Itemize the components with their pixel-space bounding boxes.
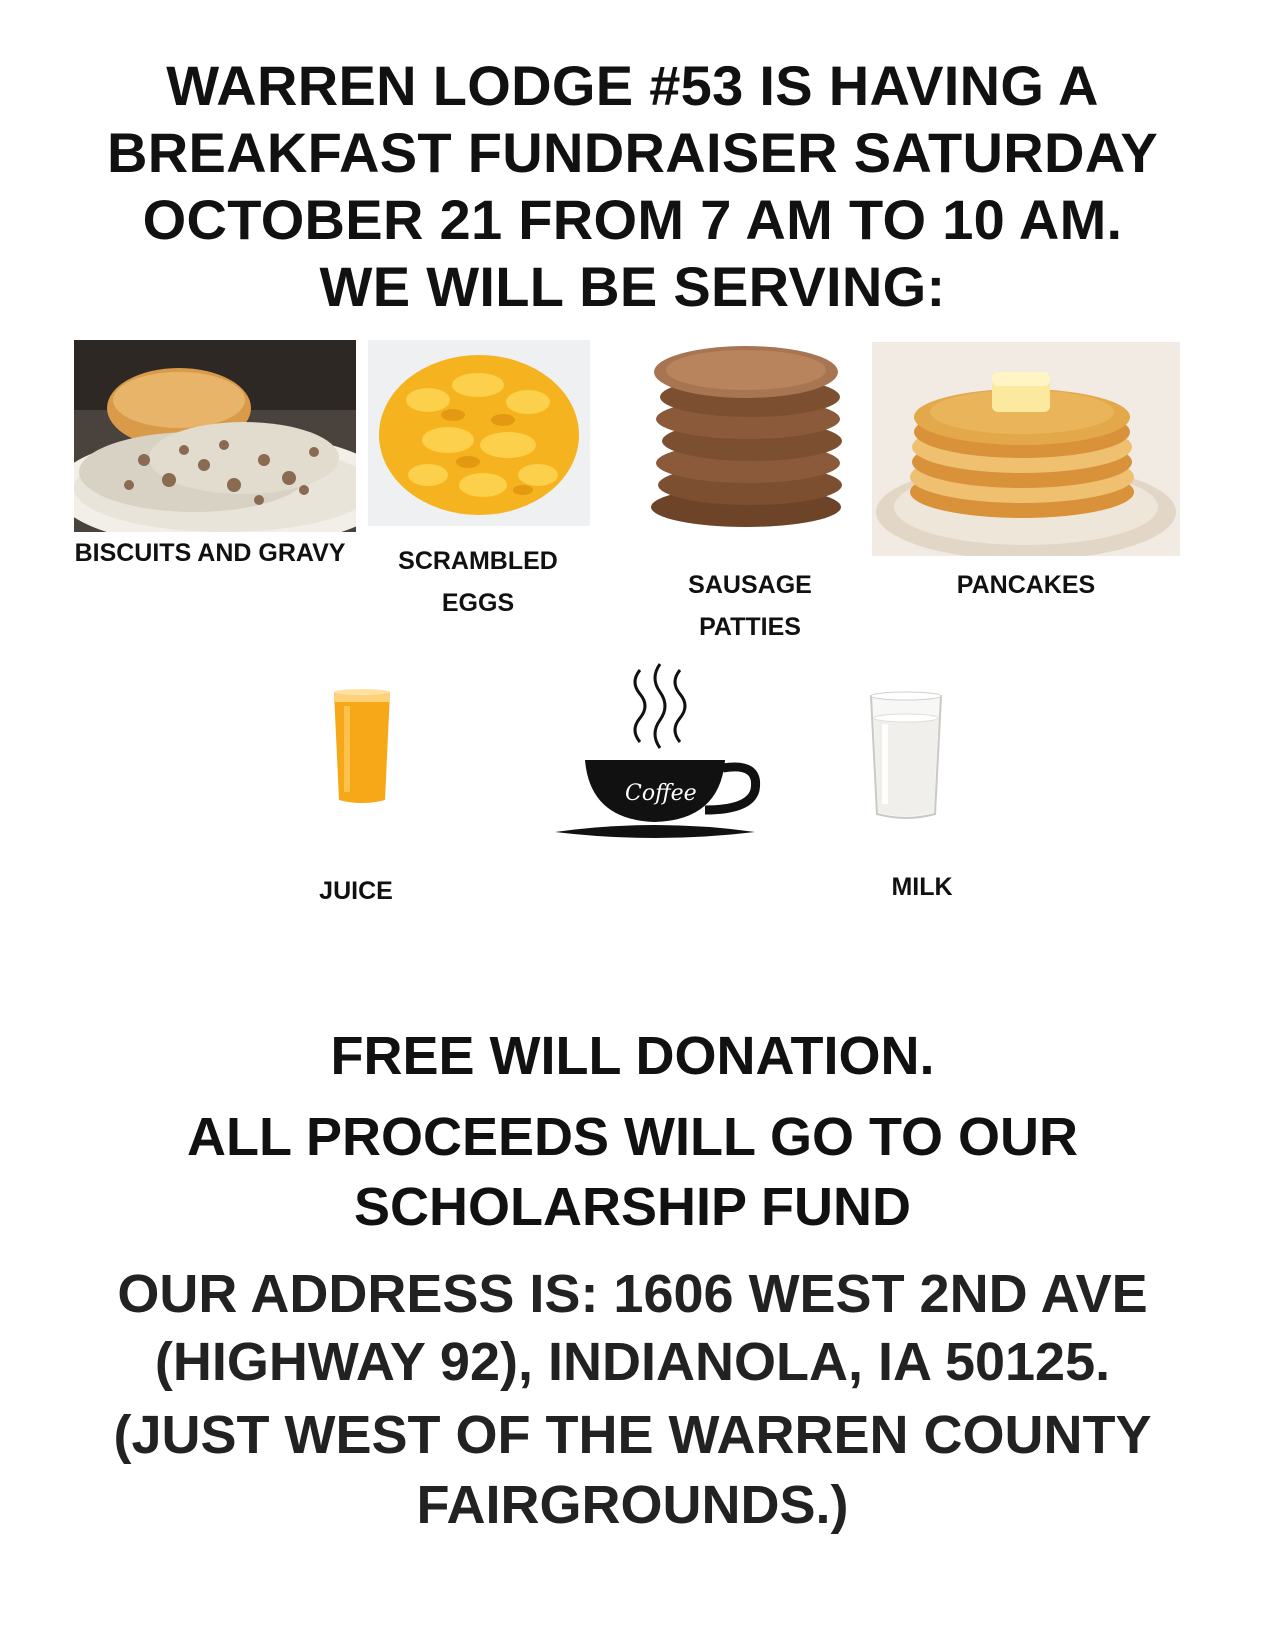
sausage-patties-photo [638,342,860,530]
pancakes-photo [872,342,1180,556]
milk-glass-photo [868,690,944,822]
caption-biscuits-and-gravy: BISCUITS AND GRAVY [74,539,346,567]
coffee-cup-icon [555,650,765,850]
headline-line-4: WE WILL BE SERVING: [319,255,946,318]
caption-sausage-patties: SAUSAGE PATTIES [688,571,812,641]
donation-note: FREE WILL DONATION. [330,1026,935,1086]
location-hint: (JUST WEST OF THE WARREN COUNTY FAIRGROUNDS.) [113,1405,1152,1535]
headline-line-1: WARREN LODGE #53 IS HAVING A [166,54,1099,117]
address-block: OUR ADDRESS IS: 1606 WEST 2ND AVE (HIGHWAY 92), INDIANOLA, IA 50125. [117,1264,1148,1392]
headline-line-2: BREAKFAST FUNDRAISER SATURDAY [107,121,1158,184]
coffee-cup-label: Coffee [625,781,697,806]
orange-juice-glass-photo [330,688,394,806]
proceeds-note: ALL PROCEEDS WILL GO TO OUR SCHOLARSHIP FUND [186,1107,1079,1237]
headline-line-3: OCTOBER 21 FROM 7 AM TO 10 AM. [142,188,1123,251]
caption-milk: MILK [891,873,953,901]
caption-juice: JUICE [319,877,393,905]
caption-scrambled-eggs: SCRAMBLED EGGS [398,547,558,617]
scrambled-eggs-photo [368,340,590,526]
biscuits-and-gravy-photo [74,340,356,532]
caption-pancakes: PANCAKES [956,571,1096,599]
headline [0,52,1265,320]
